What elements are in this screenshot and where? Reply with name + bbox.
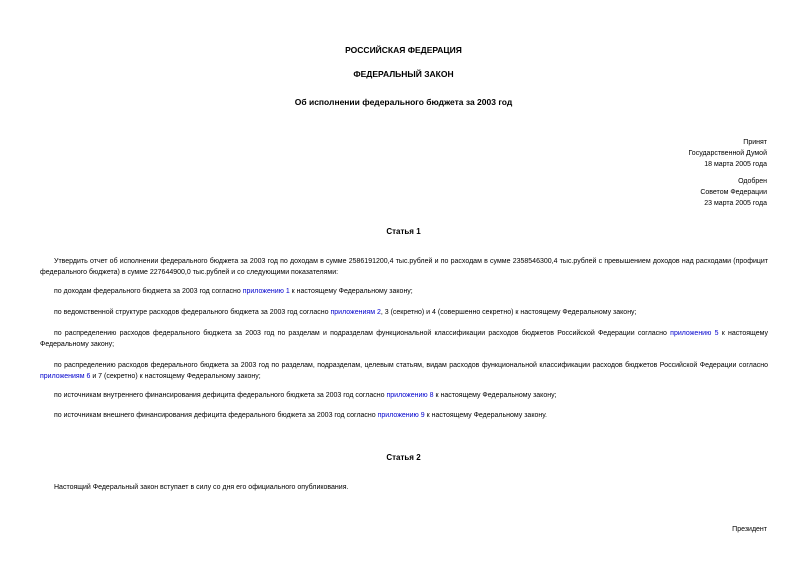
adoption-block bbox=[567, 137, 767, 170]
doc-type-heading: ФЕДЕРАЛЬНЫЙ ЗАКОН bbox=[353, 69, 454, 79]
appendix-9-link[interactable]: приложению 9 bbox=[377, 412, 425, 419]
item-text: по источникам внутреннего финансирования дефицита федерального бюджета за 2003 год согласно bbox=[54, 392, 387, 399]
item-text: и 7 (секретно) к настоящему Федеральному закону; bbox=[90, 373, 261, 380]
item-text: к настоящему Федеральному закону; bbox=[433, 392, 557, 399]
article-1-item-4 bbox=[40, 360, 768, 382]
article-2-text: Настоящий Федеральный закон вступает в силу со дня его официального опубликования. bbox=[54, 484, 349, 491]
article-2-heading: Статья 2 bbox=[386, 453, 421, 462]
article-1-item-2 bbox=[40, 307, 768, 318]
approved-date: 23 марта 2005 года bbox=[704, 200, 767, 207]
signature-label: Президент bbox=[732, 526, 767, 533]
item-text: к настоящему Федеральному закону. bbox=[424, 412, 547, 419]
approved-label: Одобрен bbox=[738, 178, 767, 185]
appendix-1-link[interactable]: приложению 1 bbox=[242, 288, 290, 295]
adopted-label: Принят bbox=[743, 139, 767, 146]
adopted-by: Государственной Думой bbox=[688, 150, 767, 157]
article-1-item-3 bbox=[40, 328, 768, 350]
appendix-5-link[interactable]: приложению 5 bbox=[670, 330, 719, 337]
article-1-item-6 bbox=[40, 410, 768, 421]
item-text: по доходам федерального бюджета за 2003 год согласно bbox=[54, 288, 243, 295]
item-text: по источникам внешнего финансирования дефицита федерального бюджета за 2003 год согласно bbox=[54, 412, 378, 419]
article-1-item-5 bbox=[40, 390, 768, 401]
item-text: к настоящему Федеральному закону; bbox=[40, 330, 769, 348]
country-heading: РОССИЙСКАЯ ФЕДЕРАЦИЯ bbox=[345, 45, 462, 55]
article-1-item-1 bbox=[40, 286, 768, 297]
appendix-8-link[interactable]: приложению 8 bbox=[386, 392, 434, 399]
approved-by: Советом Федерации bbox=[700, 189, 767, 196]
item-text: к настоящему Федеральному закону; bbox=[289, 288, 413, 295]
item-text: по ведомственной структуре расходов федерального бюджета за 2003 год согласно bbox=[54, 309, 331, 316]
item-text: , 3 (секретно) и 4 (совершенно секретно) к настоящему Федеральному закону; bbox=[380, 309, 637, 316]
law-title: Об исполнении федерального бюджета за 2003 год bbox=[294, 97, 513, 107]
article-1-heading: Статья 1 bbox=[386, 227, 421, 236]
appendix-6-link[interactable]: приложениям 6 bbox=[40, 373, 91, 380]
item-text: по распределению расходов федерального бюджета за 2003 год по разделам и подразделам функциональной классификации расходов бюджетов Российской Федерации согласно bbox=[54, 330, 671, 337]
adopted-date: 18 марта 2005 года bbox=[704, 161, 767, 168]
item-text: по распределению расходов федерального бюджета за 2003 год по разделам, подразделам, целевым статьям, видам расходов функциональной классификации расходов бюджетов Российской Федерации согласно bbox=[54, 362, 768, 369]
appendix-2-link[interactable]: приложениям 2 bbox=[330, 309, 381, 316]
approval-block bbox=[567, 176, 767, 209]
article-1-intro: Утвердить отчет об исполнении федерального бюджета за 2003 год по доходам в сумме 2586191200,4 тыс.рублей и по расходам в сумме 2358546300,4 тыс.рублей с превышением доходов над расходами (профицит федерального бюджета) в сумме 227644900,0 тыс.рублей и со следующими показателями: bbox=[40, 258, 768, 276]
